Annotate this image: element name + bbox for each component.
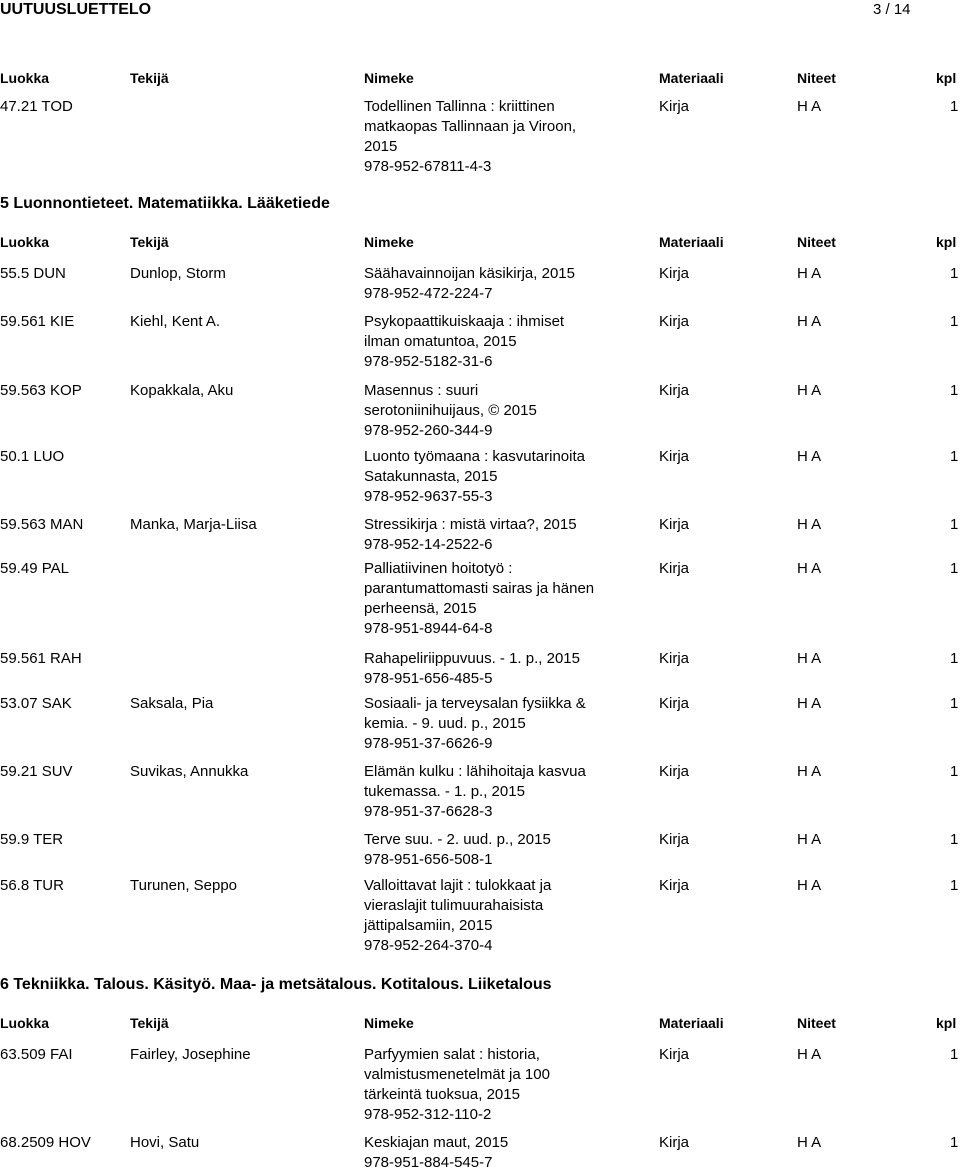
cell-nimeke [364, 876, 634, 956]
cell-luokka: 59.563 MAN [0, 516, 84, 533]
cell-kpl: 1 [950, 313, 959, 330]
title-line: matkaopas Tallinnaan ja Viroon, [364, 118, 577, 135]
title-line: 978-951-656-485-5 [364, 670, 493, 687]
column-header-tekija: Tekijä [130, 70, 169, 86]
title-line: 978-951-37-6628-3 [364, 803, 493, 820]
cell-niteet: H A [797, 560, 822, 577]
cell-kpl: 1 [950, 695, 959, 712]
cell-niteet: H A [797, 695, 822, 712]
title-line: 978-952-260-344-9 [364, 422, 493, 439]
title-line: serotoniinihuijaus, © 2015 [364, 402, 537, 419]
cell-luokka: 59.21 SUV [0, 763, 73, 780]
title-line: 978-952-264-370-4 [364, 937, 493, 954]
cell-luokka: 68.2509 HOV [0, 1134, 91, 1151]
title-line: 978-952-312-110-2 [364, 1106, 492, 1123]
cell-kpl: 1 [950, 448, 959, 465]
cell-kpl: 1 [950, 265, 959, 282]
column-header-kpl: kpl [936, 234, 957, 250]
title-line: Luonto työmaana : kasvutarinoita [364, 448, 585, 465]
cell-materiaali: Kirja [659, 516, 690, 533]
title-line: kemia. - 9. uud. p., 2015 [364, 715, 526, 732]
cell-materiaali: Kirja [659, 448, 690, 465]
title-line: 978-952-67811-4-3 [364, 158, 492, 175]
cell-niteet: H A [797, 265, 822, 282]
title-line: Terve suu. - 2. uud. p., 2015 [364, 831, 551, 848]
cell-materiaali: Kirja [659, 1134, 690, 1151]
title-line: Masennus : suuri [364, 382, 479, 399]
cell-nimeke [364, 649, 634, 689]
title-line: Stressikirja : mistä virtaa?, 2015 [364, 516, 577, 533]
cell-luokka: 56.8 TUR [0, 877, 64, 894]
title-line: Todellinen Tallinna : kriittinen [364, 98, 555, 115]
column-header-materiaali: Materiaali [659, 70, 724, 86]
title-line: 978-951-37-6626-9 [364, 735, 493, 752]
title-line: Rahapeliriippuvuus. - 1. p., 2015 [364, 650, 580, 667]
cell-tekija: Kiehl, Kent A. [130, 313, 221, 330]
cell-luokka: 63.509 FAI [0, 1046, 73, 1063]
title-line: vieraslajit tulimuurahaisista [364, 897, 544, 914]
cell-materiaali: Kirja [659, 877, 690, 894]
cell-niteet: H A [797, 382, 822, 399]
cell-kpl: 1 [950, 1134, 959, 1151]
cell-tekija: Kopakkala, Aku [130, 382, 234, 399]
cell-materiaali: Kirja [659, 265, 690, 282]
cell-kpl: 1 [950, 382, 959, 399]
cell-kpl: 1 [950, 877, 959, 894]
title-line: 978-952-472-224-7 [364, 285, 493, 302]
column-header-niteet: Niteet [797, 234, 836, 250]
column-header-nimeke: Nimeke [364, 1015, 414, 1031]
cell-luokka: 59.9 TER [0, 831, 64, 848]
cell-luokka: 59.49 PAL [0, 560, 69, 577]
cell-niteet: H A [797, 831, 822, 848]
cell-luokka: 59.563 KOP [0, 382, 82, 399]
title-line: 978-951-884-545-7 [364, 1154, 493, 1171]
cell-materiaali: Kirja [659, 763, 690, 780]
page-header [0, 0, 960, 22]
cell-nimeke [364, 830, 634, 870]
section-title: 6 Tekniikka. Talous. Käsityö. Maa- ja metsätalous. Kotitalous. Liiketalous [0, 976, 552, 993]
column-header-niteet: Niteet [797, 1015, 836, 1031]
title-line: perheensä, 2015 [364, 600, 477, 617]
cell-kpl: 1 [950, 763, 959, 780]
column-header-tekija: Tekijä [130, 1015, 169, 1031]
column-header-row [0, 232, 960, 252]
cell-nimeke [364, 447, 634, 507]
column-header-nimeke: Nimeke [364, 234, 414, 250]
cell-kpl: 1 [950, 650, 959, 667]
cell-materiaali: Kirja [659, 650, 690, 667]
cell-niteet: H A [797, 763, 822, 780]
cell-niteet: H A [797, 448, 822, 465]
cell-niteet: H A [797, 98, 822, 115]
cell-tekija: Hovi, Satu [130, 1134, 200, 1151]
cell-nimeke [364, 559, 634, 639]
column-header-luokka: Luokka [0, 70, 50, 86]
cell-materiaali: Kirja [659, 831, 690, 848]
cell-luokka: 55.5 DUN [0, 265, 66, 282]
page-title: UUTUUSLUETTELO [0, 1, 152, 18]
cell-nimeke [364, 381, 634, 441]
title-line: Sosiaali- ja terveysalan fysiikka & [364, 695, 586, 712]
column-header-tekija: Tekijä [130, 234, 169, 250]
title-line: Säähavainnoijan käsikirja, 2015 [364, 265, 575, 282]
title-line: tukemassa. - 1. p., 2015 [364, 783, 525, 800]
cell-materiaali: Kirja [659, 695, 690, 712]
cell-tekija: Manka, Marja-Liisa [130, 516, 257, 533]
cell-kpl: 1 [950, 98, 959, 115]
title-line: Palliatiivinen hoitotyö : [364, 560, 513, 577]
column-header-materiaali: Materiaali [659, 1015, 724, 1031]
column-header-row [0, 68, 960, 88]
title-line: 978-951-656-508-1 [364, 851, 493, 868]
cell-tekija: Fairley, Josephine [130, 1046, 251, 1063]
cell-nimeke [364, 97, 634, 177]
column-header-nimeke: Nimeke [364, 70, 414, 86]
cell-niteet: H A [797, 877, 822, 894]
cell-materiaali: Kirja [659, 1046, 690, 1063]
cell-luokka: 50.1 LUO [0, 448, 65, 465]
cell-nimeke [364, 312, 634, 372]
cell-luokka: 59.561 RAH [0, 650, 82, 667]
cell-luokka: 59.561 KIE [0, 313, 75, 330]
title-line: Elämän kulku : lähihoitaja kasvua [364, 763, 586, 780]
cell-luokka: 47.21 TOD [0, 98, 73, 115]
section-title: 5 Luonnontieteet. Matematiikka. Lääketiede [0, 195, 330, 212]
title-line: jättipalsamiin, 2015 [364, 917, 493, 934]
cell-nimeke [364, 1045, 634, 1125]
cell-niteet: H A [797, 650, 822, 667]
title-line: valmistusmenetelmät ja 100 [364, 1066, 550, 1083]
title-line: 978-952-14-2522-6 [364, 536, 493, 553]
column-header-kpl: kpl [936, 70, 957, 86]
cell-nimeke [364, 515, 634, 555]
cell-materiaali: Kirja [659, 560, 690, 577]
cell-materiaali: Kirja [659, 313, 690, 330]
title-line: 2015 [364, 138, 398, 155]
cell-materiaali: Kirja [659, 98, 690, 115]
cell-nimeke [364, 694, 634, 754]
column-header-row [0, 1013, 960, 1033]
cell-kpl: 1 [950, 516, 959, 533]
title-line: Valloittavat lajit : tulokkaat ja [364, 877, 552, 894]
column-header-materiaali: Materiaali [659, 234, 724, 250]
cell-niteet: H A [797, 1134, 822, 1151]
title-line: 978-951-8944-64-8 [364, 620, 493, 637]
cell-tekija: Turunen, Seppo [130, 877, 238, 894]
title-line: 978-952-9637-55-3 [364, 488, 493, 505]
cell-luokka: 53.07 SAK [0, 695, 72, 712]
cell-kpl: 1 [950, 1046, 959, 1063]
cell-kpl: 1 [950, 831, 959, 848]
cell-tekija: Suvikas, Annukka [130, 763, 249, 780]
cell-niteet: H A [797, 1046, 822, 1063]
column-header-kpl: kpl [936, 1015, 957, 1031]
cell-materiaali: Kirja [659, 382, 690, 399]
cell-tekija: Dunlop, Storm [130, 265, 226, 282]
title-line: tärkeintä tuoksua, 2015 [364, 1086, 520, 1103]
title-line: parantumattomasti sairas ja hänen [364, 580, 595, 597]
cell-nimeke [364, 1133, 634, 1173]
title-line: ilman omatuntoa, 2015 [364, 333, 517, 350]
title-line: Satakunnasta, 2015 [364, 468, 498, 485]
title-line: 978-952-5182-31-6 [364, 353, 493, 370]
title-line: Psykopaattikuiskaaja : ihmiset [364, 313, 565, 330]
cell-niteet: H A [797, 313, 822, 330]
column-header-niteet: Niteet [797, 70, 836, 86]
page-number: 3 / 14 [873, 1, 911, 18]
cell-nimeke [364, 264, 634, 304]
title-line: Keskiajan maut, 2015 [364, 1134, 509, 1151]
column-header-luokka: Luokka [0, 234, 50, 250]
cell-niteet: H A [797, 516, 822, 533]
column-header-luokka: Luokka [0, 1015, 50, 1031]
cell-tekija: Saksala, Pia [130, 695, 214, 712]
cell-kpl: 1 [950, 560, 959, 577]
title-line: Parfyymien salat : historia, [364, 1046, 540, 1063]
cell-nimeke [364, 762, 634, 822]
